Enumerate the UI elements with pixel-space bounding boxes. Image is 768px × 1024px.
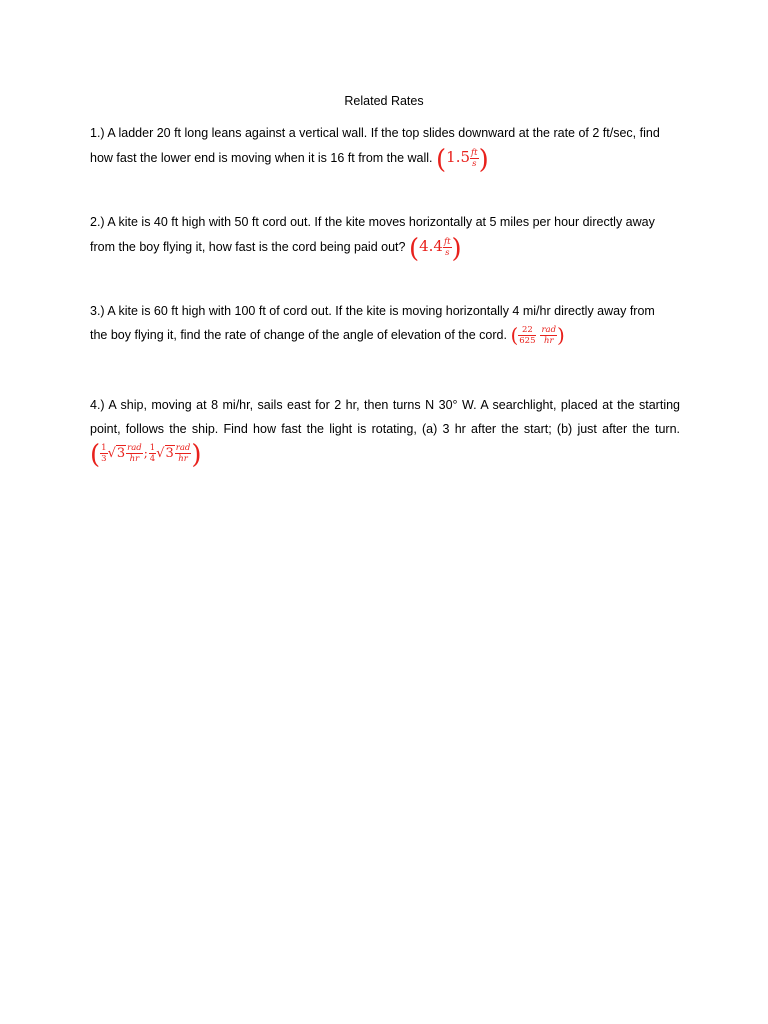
problem-3-answer [510,323,565,347]
close-paren: ) [451,234,462,264]
problem-4-line-2: point, follows the ship. Find how fast the light is rotating, (a) 3 hr after the start; (b) just after the turn. [90,422,680,436]
close-paren: ) [557,323,565,347]
close-paren: ) [191,440,202,470]
problem-3-text: the boy flying it, find the rate of change of the angle of elevation of the cord. [90,328,507,342]
fraction-denominator: hr [178,454,188,464]
unit-fraction [470,149,479,169]
answer-value: 4.4 [419,237,443,255]
coefficient-fraction [518,326,536,346]
open-paren: ( [436,145,447,175]
problem-4-answer [90,440,202,470]
close-paren: ) [478,145,489,175]
radical-sign-icon: √ [156,446,165,461]
problem-2 [90,210,680,264]
page-title: Related Rates [344,94,424,108]
open-paren: ( [90,440,101,470]
problem-2-line-1: 2.) A kite is 40 ft high with 50 ft cord out. If the kite moves horizontally at 5 miles per hour directly away [90,215,655,229]
part-a-unit [126,444,143,464]
fraction-numerator: ft [443,236,451,247]
open-paren: ( [408,234,420,264]
problem-2-line-2 [90,234,680,264]
fraction-numerator: 1 [101,442,107,453]
fraction-denominator: 4 [149,454,156,464]
fraction-denominator: hr [129,454,140,464]
fraction-numerator: ft [471,147,478,158]
part-b-unit [175,444,192,464]
fraction-numerator: rad [541,324,557,335]
problem-1-text: how fast the lower end is moving when it is 16 ft from the wall. [90,151,433,165]
fraction-numerator: rad [127,442,142,453]
fraction-denominator: s [472,159,477,169]
problem-1-line-2 [90,145,680,175]
problem-4-answer-line [90,440,680,470]
problem-1 [90,121,680,175]
fraction-denominator: 3 [101,454,107,464]
answer-separator: ; [143,446,148,460]
fraction-denominator: 625 [519,336,536,346]
problem-2-answer [408,234,462,264]
open-paren: ( [510,323,519,347]
radicand: 3 [116,446,126,461]
part-a-square-root [108,445,127,461]
answer-value: 1.5 [446,148,471,166]
part-b-square-root [156,445,175,461]
problem-4-line-1: 4.) A ship, moving at 8 mi/hr, sails east for 2 hr, then turns N 30° W. A searchlight, placed at the starting [90,398,680,412]
radical-sign-icon: √ [107,446,116,461]
problem-1-answer [436,145,489,175]
unit-fraction [540,326,557,346]
problem-1-line-1: 1.) A ladder 20 ft long leans against a vertical wall. If the top slides downward at the rate of 2 ft/sec, find [90,126,660,140]
problem-3-line-1: 3.) A kite is 60 ft high with 100 ft of cord out. If the kite is moving horizontally 4 mi/hr directly away from [90,304,655,318]
problem-3-line-2 [90,323,680,347]
radicand: 3 [165,446,174,461]
unit-fraction [443,238,452,258]
problem-4 [90,393,680,470]
fraction-denominator: hr [543,336,554,346]
fraction-numerator: 22 [518,326,536,337]
fraction-denominator: s [445,248,450,258]
fraction-numerator: rad [175,442,191,453]
problem-3 [90,299,680,347]
problem-2-text: from the boy flying it, how fast is the cord being paid out? [90,240,406,254]
fraction-numerator: 1 [149,442,156,453]
part-a-coefficient [100,444,107,464]
